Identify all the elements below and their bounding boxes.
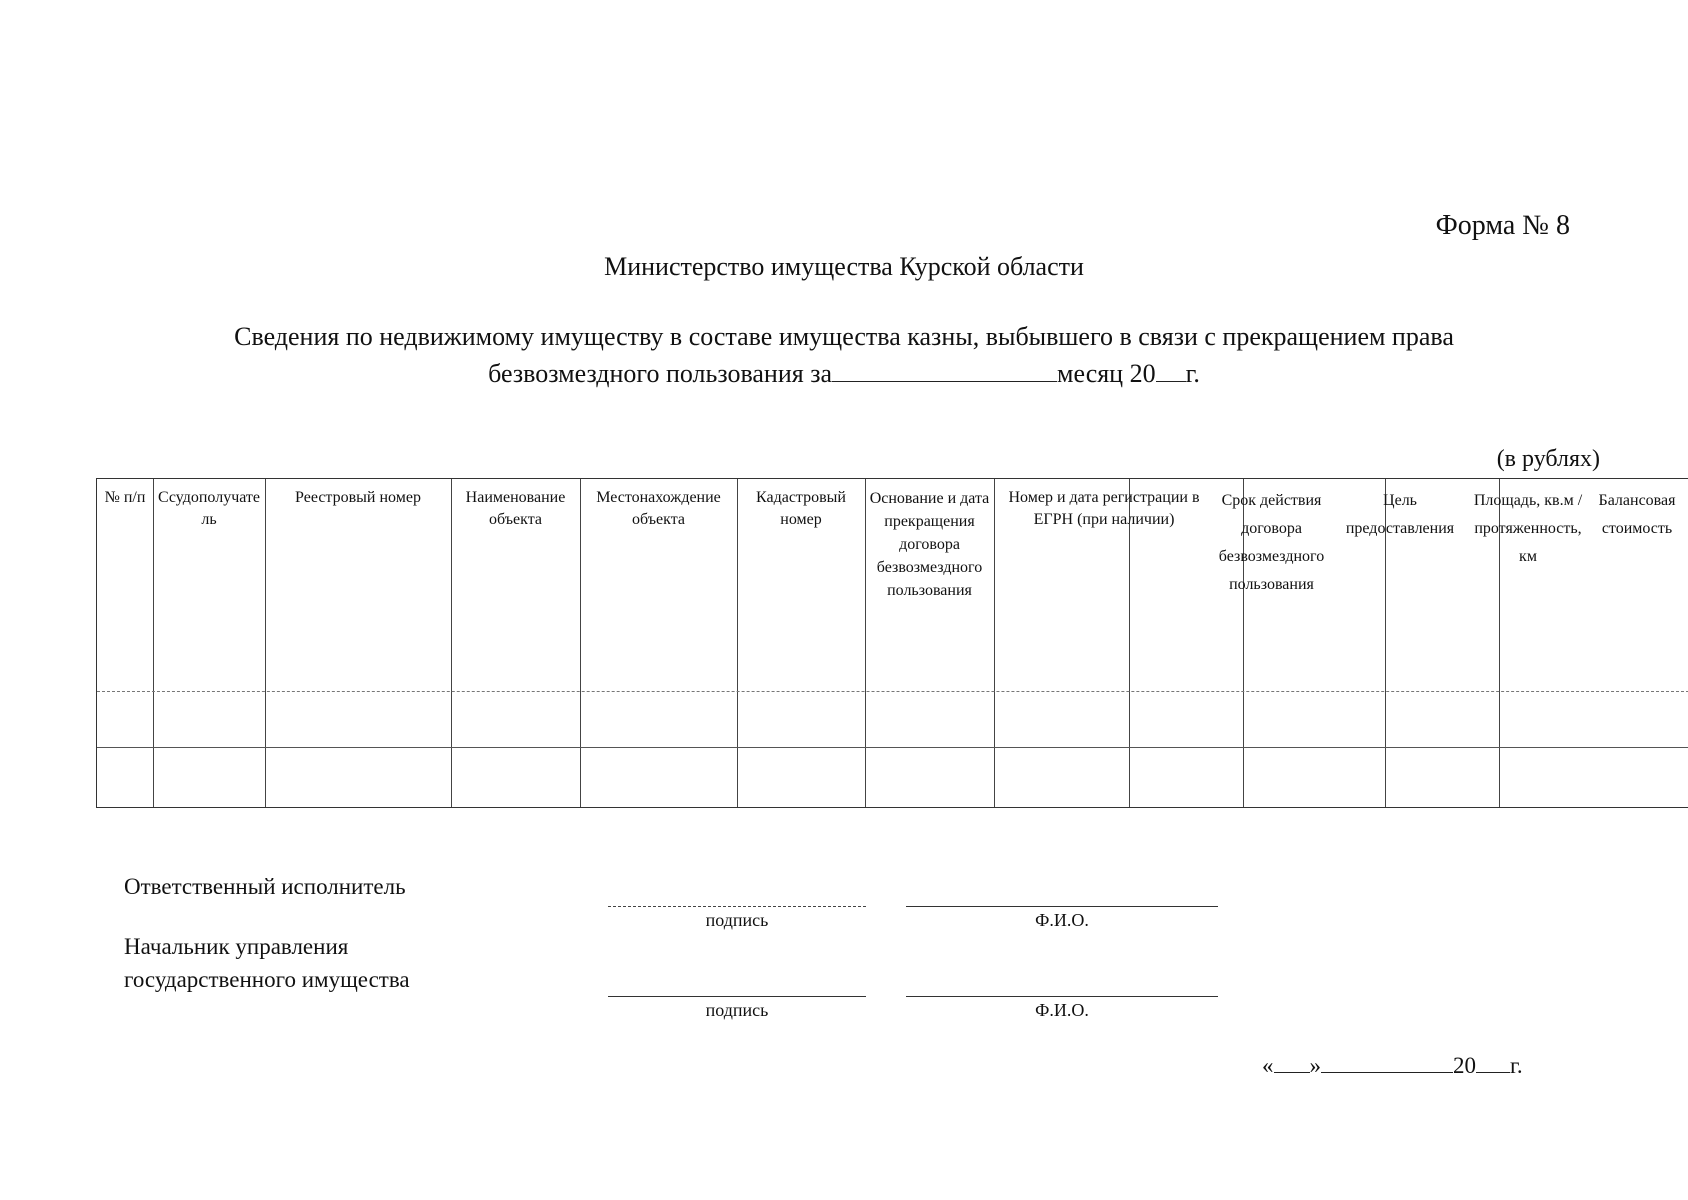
signature-caption-2: подпись [705,1000,769,1020]
date-close-quote: » [1309,1053,1321,1078]
chief-label-line-1: Начальник управления [124,934,349,959]
name-line-1[interactable] [906,906,1218,907]
header-registry-number: Реестровый номер [295,489,421,506]
signature-line-2[interactable] [608,996,866,997]
name-line-2[interactable] [906,996,1218,997]
units-note: (в рублях) [1496,446,1600,472]
header-borrower: Ссудополучатель [157,489,261,528]
date-line [1262,1052,1523,1079]
date-year-suffix: г. [1510,1053,1523,1078]
header-object-location: Местонахождение объекта [596,489,721,528]
year-fill-line[interactable] [1156,359,1186,382]
day-fill-line[interactable] [1274,1052,1310,1073]
name-caption-1: Ф.И.О. [1035,910,1089,930]
title-line-1: Сведения по недвижимому имуществу в составе имущества казны, выбывшего в связи с прекращением права [234,322,1454,351]
ministry-name: Министерство имущества Курской области [604,252,1084,281]
document-title [80,318,1608,392]
header-balance-value: Балансовая стоимость [1598,492,1676,537]
header-contract-term: Срок действия договора безвозмездного пользования [1218,492,1325,593]
header-row-number: № п/п [104,489,146,506]
month-name-fill-line[interactable] [1321,1052,1453,1073]
header-termination-basis: Основание и дата прекращения договора безвозмездного пользования [869,490,990,599]
header-object-name: Наименование объекта [465,489,566,528]
row-divider [97,747,1688,748]
column-divider [265,479,266,807]
date-year-prefix: 20 [1453,1053,1476,1078]
chief-label-line-2: государственного имущества [124,967,410,992]
title-period-prefix: безвозмездного пользования за [488,359,833,388]
date-year-fill-line[interactable] [1476,1052,1510,1073]
title-month-year: месяц 20 [1057,359,1156,388]
header-egrn-registration: Номер и дата регистрации в ЕГРН (при наличии) [1008,489,1200,528]
title-year-suffix: г. [1185,359,1200,388]
month-fill-line[interactable] [832,359,1057,382]
name-caption-2: Ф.И.О. [1035,1000,1089,1020]
header-cadastral-number: Кадастровый номер [756,489,846,528]
form-number: Форма № 8 [1435,210,1570,241]
chief-label [124,930,410,996]
responsible-executor-label: Ответственный исполнитель [124,874,406,899]
property-table [96,478,1688,808]
header-area-length: Площадь, кв.м / протяженность, км [1473,492,1583,565]
title-line-2 [80,355,1608,392]
signature-line-1[interactable] [608,906,866,907]
signature-caption-1: подпись [705,910,769,930]
date-open-quote: « [1262,1053,1274,1078]
header-purpose: Цель предоставления [1345,492,1455,537]
row-divider [97,691,1688,692]
